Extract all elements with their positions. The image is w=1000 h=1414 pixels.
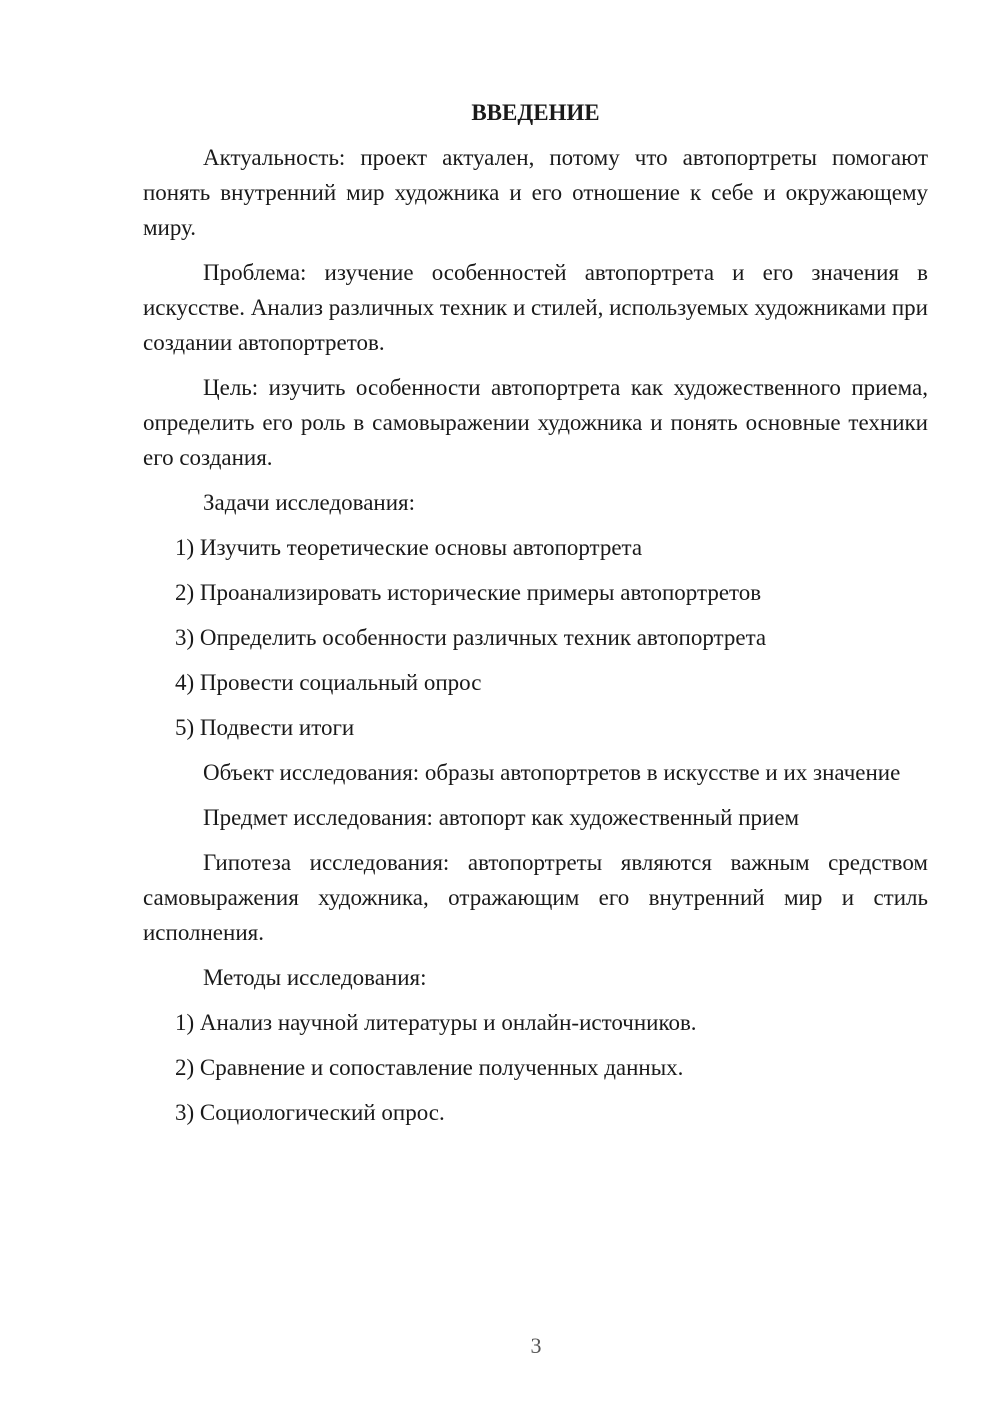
task-item: 4) Провести социальный опрос <box>175 670 482 695</box>
tasks-heading: Задачи исследования: <box>203 490 416 515</box>
relevance-paragraph: Актуальность: проект актуален, потому что автопортреты помогают понять внутренний мир художника и его отношение к себе и окружающему миру. <box>143 145 928 240</box>
task-item: 2) Проанализировать исторические примеры автопортретов <box>175 580 762 605</box>
object-paragraph: Объект исследования: образы автопортретов в искусстве и их значение <box>203 760 901 785</box>
method-item: 1) Анализ научной литературы и онлайн-источников. <box>175 1010 697 1035</box>
section-title: ВВЕДЕНИЕ <box>471 100 600 125</box>
methods-heading: Методы исследования: <box>203 965 427 990</box>
method-item: 2) Сравнение и сопоставление полученных данных. <box>175 1055 684 1080</box>
method-item: 3) Социологический опрос. <box>175 1100 445 1125</box>
subject-paragraph: Предмет исследования: автопорт как художественный прием <box>203 805 800 830</box>
hypothesis-paragraph: Гипотеза исследования: автопортреты являются важным средством самовыражения художника, отражающим его внутренний мир и стиль исполнения. <box>143 850 928 945</box>
page-content <box>143 95 928 1140</box>
task-item: 1) Изучить теоретические основы автопортрета <box>175 535 643 560</box>
task-item: 5) Подвести итоги <box>175 715 355 740</box>
problem-paragraph: Проблема: изучение особенностей автопортрета и его значения в искусстве. Анализ различных техник и стилей, используемых художниками при создании автопортретов. <box>143 260 928 355</box>
goal-paragraph: Цель: изучить особенности автопортрета как художественного приема, определить его роль в самовыражении художника и понять основные техники его создания. <box>143 375 928 470</box>
page-number: 3 <box>530 1333 542 1358</box>
task-item: 3) Определить особенности различных техник автопортрета <box>175 625 767 650</box>
